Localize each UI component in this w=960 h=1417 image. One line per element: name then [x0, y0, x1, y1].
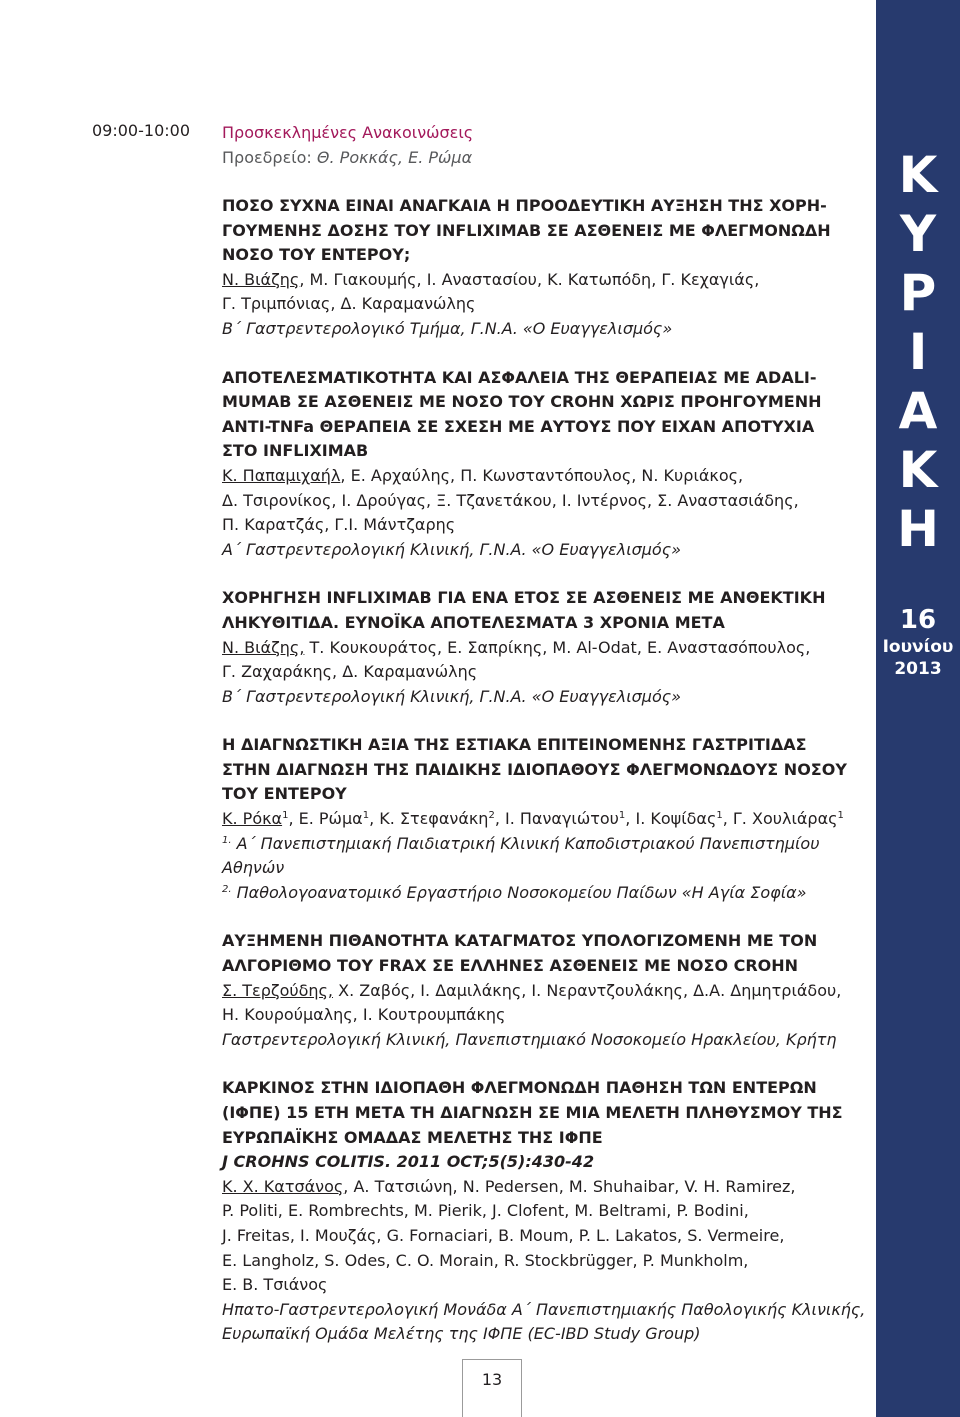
abstract-journal: J CROHNS COLITIS. 2011 OCT;5(5):430-42: [222, 1152, 595, 1172]
abstract-authors-line: [222, 1175, 862, 1200]
abstract-list: [222, 194, 866, 1347]
abstract-affiliation-line: Ηπατο-Γαστρεντερολογική Μονάδα Α΄ Πανεπιστημιακής Παθολογικής Κλινικής,: [222, 1299, 866, 1319]
abstract-authors-line: [222, 636, 862, 661]
author-names: Τ. Κουκουράτος, Ε. Σαπρίκης, Μ. Al-Odat, Ε. Αναστασόπουλος,: [304, 637, 811, 657]
abstract-authors-line: Η. Κουρούμαλης, Ι. Κουτρουμπάκης: [222, 1005, 506, 1025]
abstract-title-line: ΣΤΗΝ ΔΙΑΓΝΩΣΗ ΤΗΣ ΠΑΙΔΙΚΗΣ ΙΔΙΟΠΑΘΟΥΣ ΦΛΕΓΜΟΝΩΔΟΥΣ ΝΟΣΟΥ: [222, 759, 847, 779]
affiliation-mark: 1: [837, 810, 844, 822]
abstract-authors-line: Γ. Τριμπόνιας, Δ. Καραμανώλης: [222, 294, 476, 314]
sidebar-band: [876, 0, 960, 1417]
author-name: , Ε. Ρώμα: [288, 809, 363, 829]
program-content: [222, 120, 866, 1347]
sidebar-letter: Ι: [908, 323, 928, 381]
abstract-affiliation-line: Αθηνών: [222, 858, 285, 878]
sidebar-letter: Η: [897, 500, 939, 558]
abstract-title-line: Η ΔΙΑΓΝΩΣΤΙΚΗ ΑΞΙΑ ΤΗΣ ΕΣΤΙΑΚΑ ΕΠΙΤΕΙΝΟΜΕΝΗΣ ΓΑΣΤΡΙΤΙΔΑΣ: [222, 735, 807, 755]
abstract-entry: [222, 929, 862, 1052]
abstract-title-line: ANTI-TNFa ΘΕΡΑΠΕΙΑ ΣΕ ΣΧΕΣΗ ΜΕ ΑΥΤΟΥΣ ΠΟΥ ΕΙΧΑΝ ΑΠΟΤΥΧΙΑ: [222, 416, 815, 436]
abstract-affiliation-line: Β΄ Γαστρεντερολογική Κλινική, Γ.Ν.Α. «Ο Ευαγγελισμός»: [222, 686, 682, 706]
affiliation-mark: 1.: [222, 834, 232, 846]
date-year: 2013: [894, 659, 942, 679]
presenting-author: Κ. Χ. Κατσάνος: [222, 1176, 344, 1196]
sidebar-date: [876, 604, 960, 680]
abstract-title-line: MUMAB ΣΕ ΑΣΘΕΝΕΙΣ ΜΕ ΝΟΣΟ ΤΟΥ CROHN ΧΩΡΙΣ ΠΡΟΗΓΟΥΜΕΝΗ: [222, 392, 822, 412]
author-names: , Ε. Αρχαύλης, Π. Κωνσταντόπουλος, Ν. Κυριάκος,: [340, 465, 744, 485]
abstract-title-line: ΑΥΞΗΜΕΝΗ ΠΙΘΑΝΟΤΗΤΑ ΚΑΤΑΓΜΑΤΟΣ ΥΠΟΛΟΓΙΖΟΜΕΝΗ ΜΕ ΤΟΝ: [222, 931, 818, 951]
chairs-names: Θ. Ροκκάς, Ε. Ρώμα: [316, 148, 473, 167]
abstract-title-line: ΚΑΡΚΙΝΟΣ ΣΤΗΝ ΙΔΙΟΠΑΘΗ ΦΛΕΓΜΟΝΩΔΗ ΠΑΘΗΣΗ ΤΩΝ ΕΝΤΕΡΩΝ: [222, 1078, 817, 1098]
presenting-author: Ν. Βιάζης,: [222, 637, 305, 657]
affiliation-mark: 1: [618, 810, 626, 822]
abstract-title-line: ΤΟΥ ΕΝΤΕΡΟΥ: [222, 784, 347, 804]
sidebar-letter: Α: [898, 382, 938, 440]
affiliation-mark: 1: [282, 810, 289, 822]
affiliation-mark: 2.: [222, 883, 232, 895]
date-day: 16: [899, 605, 937, 635]
abstract-affiliation-line: Β΄ Γαστρεντερολογικό Τμήμα, Γ.Ν.Α. «Ο Ευαγγελισμός»: [222, 318, 673, 338]
affiliation-mark: 2: [488, 810, 495, 822]
abstract-title-line: ΑΛΓΟΡΙΘΜΟ ΤΟΥ FRAX ΣΕ ΕΛΛΗΝΕΣ ΑΣΘΕΝΕΙΣ ΜΕ ΝΟΣΟ CROHN: [222, 956, 799, 976]
abstract-authors-line: P. Politi, E. Rombrechts, M. Pierik, J. Clofent, M. Beltrami, P. Bodini,: [222, 1201, 749, 1221]
abstract-authors-line: J. Freitas, I. Μουζάς, G. Fornaciari, B. Moum, P. L. Lakatos, S. Vermeire,: [222, 1225, 785, 1245]
sidebar-letter: Υ: [899, 205, 937, 263]
presenting-author: Κ. Παπαμιχαήλ: [222, 465, 341, 485]
sidebar-letter: Ρ: [899, 264, 937, 322]
session-time: 09:00-10:00: [92, 121, 190, 140]
author-name: , Κ. Στεφανάκη: [369, 809, 489, 829]
abstract-title-line: ΝΟΣΟ ΤΟΥ ΕΝΤΕΡΟΥ;: [222, 245, 411, 265]
abstract-affiliation-line: [222, 881, 862, 906]
abstract-entry: [222, 194, 862, 342]
abstract-entry: [222, 586, 862, 709]
page-number: 13: [481, 1370, 503, 1389]
abstract-affiliation-line: [222, 832, 862, 857]
presenting-author: Ν. Βιάζης: [222, 269, 300, 289]
session-title: Προσκεκλημένες Ανακοινώσεις: [222, 123, 474, 142]
page-number-box: [462, 1359, 522, 1417]
presenting-author: Κ. Ρόκα: [222, 809, 283, 829]
abstract-authors-line: E. Langholz, S. Odes, C. O. Morain, R. Stockbrügger, P. Munkholm,: [222, 1250, 749, 1270]
sidebar-letter: Κ: [898, 146, 938, 204]
affiliation-text: Α΄ Πανεπιστημιακή Παιδιατρική Κλινική Καποδιστριακού Πανεπιστημίου: [236, 833, 820, 853]
abstract-affiliation-line: Α΄ Γαστρεντερολογική Κλινική, Γ.Ν.Α. «Ο Ευαγγελισμός»: [222, 539, 681, 559]
author-name: , Γ. Χουλιάρας: [722, 809, 838, 829]
chairs-label: Προεδρείο:: [222, 148, 312, 167]
abstract-title-line: ΕΥΡΩΠΑΪΚΗΣ ΟΜΑΔΑΣ ΜΕΛΕΤΗΣ ΤΗΣ ΙΦΠΕ: [222, 1127, 603, 1147]
abstract-title-line: ΧΟΡΗΓΗΣΗ INFLIXIMAB ΓΙΑ ΕΝΑ ΕΤΟΣ ΣΕ ΑΣΘΕΝΕΙΣ ΜΕ ΑΝΘΕΚΤΙΚΗ: [222, 588, 826, 608]
author-name: , Ι. Παναγιώτου: [494, 809, 619, 829]
affiliation-mark: 1: [362, 810, 370, 822]
abstract-title-line: ΑΠΟΤΕΛΕΣΜΑΤΙΚΟΤΗΤΑ ΚΑΙ ΑΣΦΑΛΕΙΑ ΤΗΣ ΘΕΡΑΠΕΙΑΣ ΜΕ ADALI-: [222, 367, 817, 387]
date-month: Ιουνίου: [882, 637, 954, 657]
abstract-title-line: ΓΟΥΜΕΝΗΣ ΔΟΣΗΣ ΤΟΥ INFLIXIMAB ΣΕ ΑΣΘΕΝΕΙΣ ΜΕ ΦΛΕΓΜΟΝΩΔΗ: [222, 220, 831, 240]
presenting-author: Σ. Τερζούδης,: [222, 980, 334, 1000]
abstract-entry: [222, 366, 862, 563]
author-names: , Α. Τατσιώνη, Ν. Pedersen, M. Shuhaibar, V. H. Ramirez,: [343, 1176, 796, 1196]
sidebar-letter: Κ: [898, 441, 938, 499]
abstract-entry: [222, 1076, 866, 1347]
abstract-affiliation-line: Γαστρεντερολογική Κλινική, Πανεπιστημιακό Νοσοκομείο Ηρακλείου, Κρήτη: [222, 1029, 837, 1049]
abstract-authors-line: [222, 979, 862, 1004]
abstract-affiliation-line: Ευρωπαϊκή Ομάδα Μελέτης της ΙΦΠΕ (EC-IBD Study Group): [222, 1324, 701, 1344]
abstract-title-line: ΛΗΚΥΘΙΤΙΔΑ. ΕΥΝΟΪΚΑ ΑΠΟΤΕΛΕΣΜΑΤΑ 3 ΧΡΟΝΙΑ ΜΕΤΑ: [222, 612, 725, 632]
abstract-title-line: ΣΤΟ INFLIXIMAB: [222, 441, 369, 461]
abstract-authors-line: [222, 464, 862, 489]
affiliation-text: Παθολογοανατομικό Εργαστήριο Νοσοκομείου Παίδων «Η Αγία Σοφία»: [236, 882, 807, 902]
abstract-authors-line: Ε. Β. Τσιάνος: [222, 1275, 328, 1295]
abstract-authors-line: Π. Καρατζάς, Γ.Ι. Μάντζαρης: [222, 515, 456, 535]
abstract-authors-line: Δ. Τσιρονίκος, Ι. Δρούγας, Ξ. Τζανετάκου, Ι. Ιντέρνος, Σ. Αναστασιάδης,: [222, 490, 799, 510]
abstract-title-line: (ΙΦΠΕ) 15 ΕΤΗ ΜΕΤΑ ΤΗ ΔΙΑΓΝΩΣΗ ΣΕ ΜΙΑ ΜΕΛΕΤΗ ΠΛΗΘΥΣΜΟΥ ΤΗΣ: [222, 1103, 843, 1122]
abstract-authors-line: [222, 268, 862, 293]
author-names: , Μ. Γιακουμής, Ι. Αναστασίου, Κ. Κατωπόδη, Γ. Κεχαγιάς,: [299, 269, 760, 289]
author-name: , Ι. Κοψίδας: [625, 809, 717, 829]
session-chairs: [222, 145, 862, 170]
affiliation-mark: 1: [716, 810, 723, 822]
abstract-authors-line: Γ. Ζαχαράκης, Δ. Καραμανώλης: [222, 662, 478, 682]
abstract-title-line: ΠΟΣΟ ΣΥΧΝΑ ΕΙΝΑΙ ΑΝΑΓΚΑΙΑ Η ΠΡΟΟΔΕΥΤΙΚΗ ΑΥΞΗΣΗ ΤΗΣ ΧΟΡΗ-: [222, 196, 827, 215]
author-names: Χ. Ζαβός, Ι. Δαμιλάκης, Ι. Νεραντζουλάκης, Δ.Α. Δημητριάδου,: [333, 980, 842, 1000]
abstract-entry: [222, 733, 862, 905]
abstract-authors-line: [222, 807, 862, 832]
sidebar-letters: [876, 146, 960, 559]
